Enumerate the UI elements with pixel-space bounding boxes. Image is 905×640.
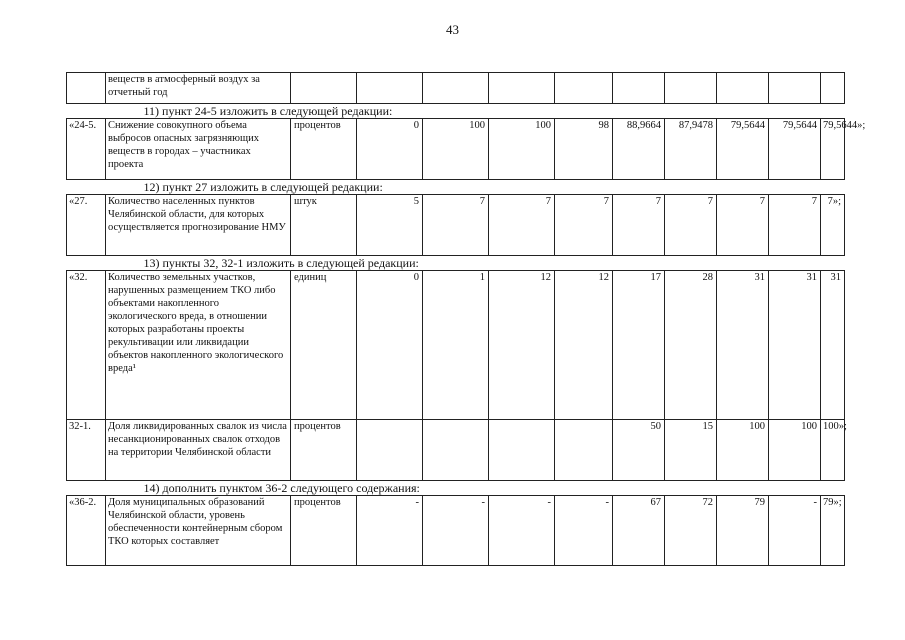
table-row: [67, 119, 845, 180]
value-cell: 7»;: [821, 195, 845, 256]
value-cell: 15: [665, 420, 717, 481]
section-heading: 14) дополнить пунктом 36-2 следующего содержания:: [106, 481, 845, 496]
unit-of-measure: штук: [291, 195, 357, 256]
value-cell: 5: [357, 195, 423, 256]
value-cell: -: [357, 496, 423, 566]
section-indent: [67, 104, 106, 119]
value-cell: 79,5644: [717, 119, 769, 180]
section-heading-row: [67, 104, 845, 119]
value-cell: 50: [613, 420, 665, 481]
value-cell: 72: [665, 496, 717, 566]
value-cell: 7: [769, 195, 821, 256]
value-cell: -: [489, 496, 555, 566]
item-code: [67, 73, 106, 104]
indicator-name: Доля ликвидированных свалок из числа несанкционированных свалок отходов на территории Челябинской области: [106, 420, 291, 481]
value-cell: 79,5644: [769, 119, 821, 180]
unit-of-measure: процентов: [291, 420, 357, 481]
value-cell: [555, 73, 613, 104]
value-cell: 79,5644»;: [821, 119, 845, 180]
unit-of-measure: [291, 73, 357, 104]
table-row: [67, 73, 845, 104]
value-cell: 100: [717, 420, 769, 481]
unit-of-measure: процентов: [291, 496, 357, 566]
value-cell: 7: [717, 195, 769, 256]
value-cell: 7: [613, 195, 665, 256]
value-cell: 28: [665, 271, 717, 420]
value-cell: 88,9664: [613, 119, 665, 180]
value-cell: 7: [423, 195, 489, 256]
value-cell: -: [555, 496, 613, 566]
value-cell: 100: [769, 420, 821, 481]
value-cell: [769, 73, 821, 104]
section-indent: [67, 256, 106, 271]
table-row: [67, 195, 845, 256]
value-cell: [357, 420, 423, 481]
value-cell: 100: [489, 119, 555, 180]
value-cell: -: [423, 496, 489, 566]
value-cell: 17: [613, 271, 665, 420]
value-cell: [613, 73, 665, 104]
indicator-name: Доля муниципальных образований Челябинской области, уровень обеспеченности контейнерным сбором ТКО которых составляет: [106, 496, 291, 566]
value-cell: 31: [769, 271, 821, 420]
table-row: [67, 271, 845, 420]
item-code: «27.: [67, 195, 106, 256]
section-heading: 12) пункт 27 изложить в следующей редакции:: [106, 180, 845, 195]
value-cell: [489, 420, 555, 481]
value-cell: 31: [821, 271, 845, 420]
section-indent: [67, 481, 106, 496]
value-cell: 1: [423, 271, 489, 420]
value-cell: 100: [423, 119, 489, 180]
value-cell: [489, 73, 555, 104]
item-code: 32-1.: [67, 420, 106, 481]
value-cell: 0: [357, 119, 423, 180]
section-heading: 11) пункт 24-5 изложить в следующей редакции:: [106, 104, 845, 119]
section-heading-row: [67, 256, 845, 271]
indicator-name: Количество населенных пунктов Челябинской области, для которых осуществляется прогнозирование НМУ: [106, 195, 291, 256]
indicators-table: [66, 72, 866, 566]
value-cell: [357, 73, 423, 104]
table-row: [67, 420, 845, 481]
value-cell: [423, 73, 489, 104]
value-cell: [423, 420, 489, 481]
indicator-name: веществ в атмосферный воздух за отчетный год: [106, 73, 291, 104]
section-heading-row: [67, 481, 845, 496]
page-number: 43: [446, 22, 459, 37]
indicator-name: Количество земельных участков, нарушенных размещением ТКО либо объектами накопленного экологического вреда, в отношении которых разработаны проекты рекультивации или ликвидации объектов накопленного экологического вреда¹: [106, 271, 291, 420]
value-cell: 87,9478: [665, 119, 717, 180]
value-cell: 0: [357, 271, 423, 420]
value-cell: 98: [555, 119, 613, 180]
value-cell: 79»;: [821, 496, 845, 566]
indicator-name: Снижение совокупного объема выбросов опасных загрязняющих веществ в городах – участниках проекта: [106, 119, 291, 180]
value-cell: 7: [555, 195, 613, 256]
value-cell: 67: [613, 496, 665, 566]
value-cell: -: [769, 496, 821, 566]
value-cell: 79: [717, 496, 769, 566]
value-cell: 31: [717, 271, 769, 420]
item-code: «36-2.: [67, 496, 106, 566]
value-cell: [821, 73, 845, 104]
section-indent: [67, 180, 106, 195]
value-cell: 7: [489, 195, 555, 256]
value-cell: 12: [489, 271, 555, 420]
value-cell: [555, 420, 613, 481]
item-code: «32.: [67, 271, 106, 420]
unit-of-measure: единиц: [291, 271, 357, 420]
value-cell: 7: [665, 195, 717, 256]
section-heading-row: [67, 180, 845, 195]
section-heading: 13) пункты 32, 32-1 изложить в следующей редакции:: [106, 256, 845, 271]
unit-of-measure: процентов: [291, 119, 357, 180]
value-cell: 100»;: [821, 420, 845, 481]
value-cell: [665, 73, 717, 104]
value-cell: [717, 73, 769, 104]
value-cell: 12: [555, 271, 613, 420]
item-code: «24-5.: [67, 119, 106, 180]
table-row: [67, 496, 845, 566]
